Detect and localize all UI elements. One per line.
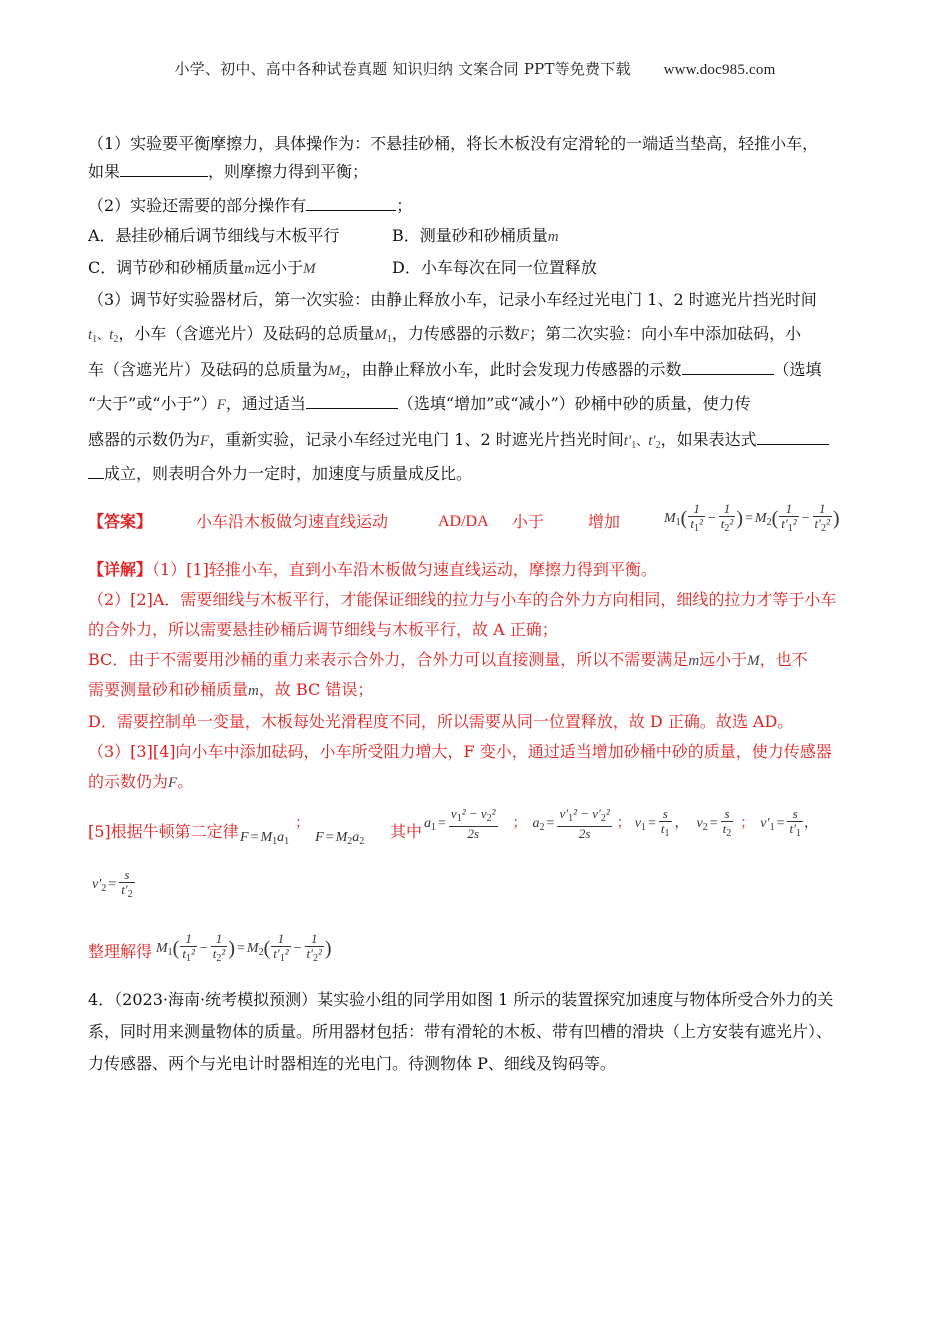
- question4-line2: 系，同时用来测量物体的质量。所用器材包括：带有滑轮的木板、带有凹槽的滑块（上方安装有遮光片）、: [88, 1022, 833, 1041]
- option-d: D．小车每次在同一位置释放: [392, 258, 597, 277]
- detail-line6: D．需要控制单一变量，木板每处光滑程度不同，所以需要从同一位置释放，故 D 正确。故选 AD。: [88, 712, 794, 731]
- question-part2: （2）实验还需要的部分操作有 ；: [88, 196, 413, 215]
- question-part1-line2: 如果 ，则摩擦力得到平衡；: [88, 162, 369, 181]
- answer-3: 小于: [512, 512, 545, 531]
- answer-label: 【答案】: [88, 512, 153, 531]
- answer-blank-5b: [88, 464, 104, 479]
- detail-line2: （2）[2]A．需要细线与木板平行，才能保证细线的拉力与小车的合外力方向相同，细线的拉力才等于小车: [88, 590, 837, 609]
- detail-line4: BC．由于不需要用沙桶的重力来表示合外力，合外力可以直接测量，所以不需要满足m远小于M，也不: [88, 650, 808, 669]
- question-part1-line1: （1）实验要平衡摩擦力，具体操作为：不悬挂砂桶，将长木板没有定滑轮的一端适当垫高，轻推小车，: [88, 134, 819, 153]
- answer-blank-4: [306, 394, 398, 409]
- answer-blank-5a: [757, 430, 829, 445]
- question-part3-line2: $t_1$、$t_2$，小车（含遮光片）及砝码的总质量$M_1$，力传感器的示数F；第二次实验：向小车中添加砝码，小: [88, 324, 802, 345]
- answer-blank-3: [682, 360, 774, 375]
- answer-5-formula: $M_1$( $\frac{1}{t_1^2}$ − $\frac{1}{t_2^2}$ ) = $M_2$( $\frac{1}{t'_1^2}$ − $\frac{1}{t'_2^2}$ ): [664, 501, 840, 534]
- acceleration-formulas: $a_1$ = $\frac{v_1^2 - v_2^2}{2s}$ ； $a_2$ = $\frac{v'_1^2 - v'_2^2}{2s}$ ； $v_1$ = $\frac{s}{t_1}$ ， $v_2$ = $\frac{s}{t_2}$ ； $v'_1$ = $\frac{s}{t'_1}$ ，: [424, 806, 818, 841]
- answer-4: 增加: [588, 512, 621, 531]
- detail-line10: 整理解得: [88, 942, 153, 961]
- option-row-ab: [88, 226, 559, 246]
- option-b: B．测量砂和砂桶质量m: [392, 226, 559, 245]
- detail-line9: [5]根据牛顿第二定律: [88, 822, 239, 841]
- question4-line1: 4．（2023·海南·统考模拟预测）某实验小组的同学用如图 1 所示的装置探究加速度与物体所受合外力的关: [88, 990, 834, 1009]
- question-part3-line3: 车（含遮光片）及砝码的总质量为$M_2$，由静止释放小车，此时会发现力传感器的示数 （选填: [88, 360, 822, 381]
- header-site-link[interactable]: www.doc985.com: [663, 62, 776, 78]
- question-part3-line1: （3）调节好实验器材后，第一次实验：由静止释放小车，记录小车经过光电门 1、2 时遮光片挡光时间: [88, 290, 817, 309]
- detail-line7: （3）[3][4]向小车中添加砝码，小车所受阻力增大，F 变小，通过适当增加砂桶中砂的质量，使力传感器: [88, 742, 832, 761]
- final-formula: $M_1$( $\frac{1}{t_1^2}$ − $\frac{1}{t_2^2}$ ) = $M_2$( $\frac{1}{t'_1^2}$ − $\frac{1}{t'_2^2}$ ): [156, 931, 332, 964]
- answer-blank-1: [120, 162, 208, 177]
- answer-blank-2: [306, 196, 396, 211]
- header-text: 小学、初中、高中各种试卷真题 知识归纳 文案合同 PPT等免费下载: [174, 60, 631, 78]
- var-m: m: [547, 229, 559, 245]
- question4-line3: 力传感器、两个与光电计时器相连的光电门。待测物体 P、细线及钩码等。: [88, 1054, 616, 1073]
- option-row-cd: [88, 258, 597, 279]
- answer-2: AD/DA: [438, 513, 489, 530]
- detail-line9-mid: 其中: [390, 822, 423, 841]
- question-part3-line5: 感器的示数仍为F，重新实验，记录小车经过光电门 1、2 时遮光片挡光时间$t'_1$、$t'_2$，如果表达式: [88, 430, 829, 456]
- answer-row: [88, 512, 621, 532]
- page-header: [0, 58, 950, 79]
- velocity-v2prime-formula: $v'_2$ = $\frac{s}{t'_2}$: [92, 867, 133, 900]
- answer-1: 小车沿木板做匀速直线运动: [196, 512, 389, 531]
- detail-label: 【详解】: [88, 560, 153, 579]
- detail-line1: 【详解】（1）[1]轻推小车，直到小车沿木板做匀速直线运动，摩擦力得到平衡。: [88, 560, 657, 579]
- detail-line8: 的示数仍为F。: [88, 772, 194, 791]
- option-a: A．悬挂砂桶后调节细线与木板平行: [88, 226, 340, 245]
- newton-formulas: $F = M_1a_1$；$F = M_2a_2$: [240, 815, 365, 847]
- question-part3-line6: 成立，则表明合外力一定时，加速度与质量成反比。: [88, 464, 472, 484]
- question-part3-line4: “大于”或“小于”）F，通过适当 （选填“增加”或“减小”）砂桶中砂的质量，使力传: [88, 394, 751, 413]
- detail-line3: 的合外力，所以需要悬挂砂桶后调节细线与木板平行，故 A 正确；: [88, 620, 558, 639]
- option-c: C．调节砂和砂桶质量m远小于M: [88, 258, 316, 277]
- detail-line5: 需要测量砂和砂桶质量m，故 BC 错误；: [88, 680, 374, 699]
